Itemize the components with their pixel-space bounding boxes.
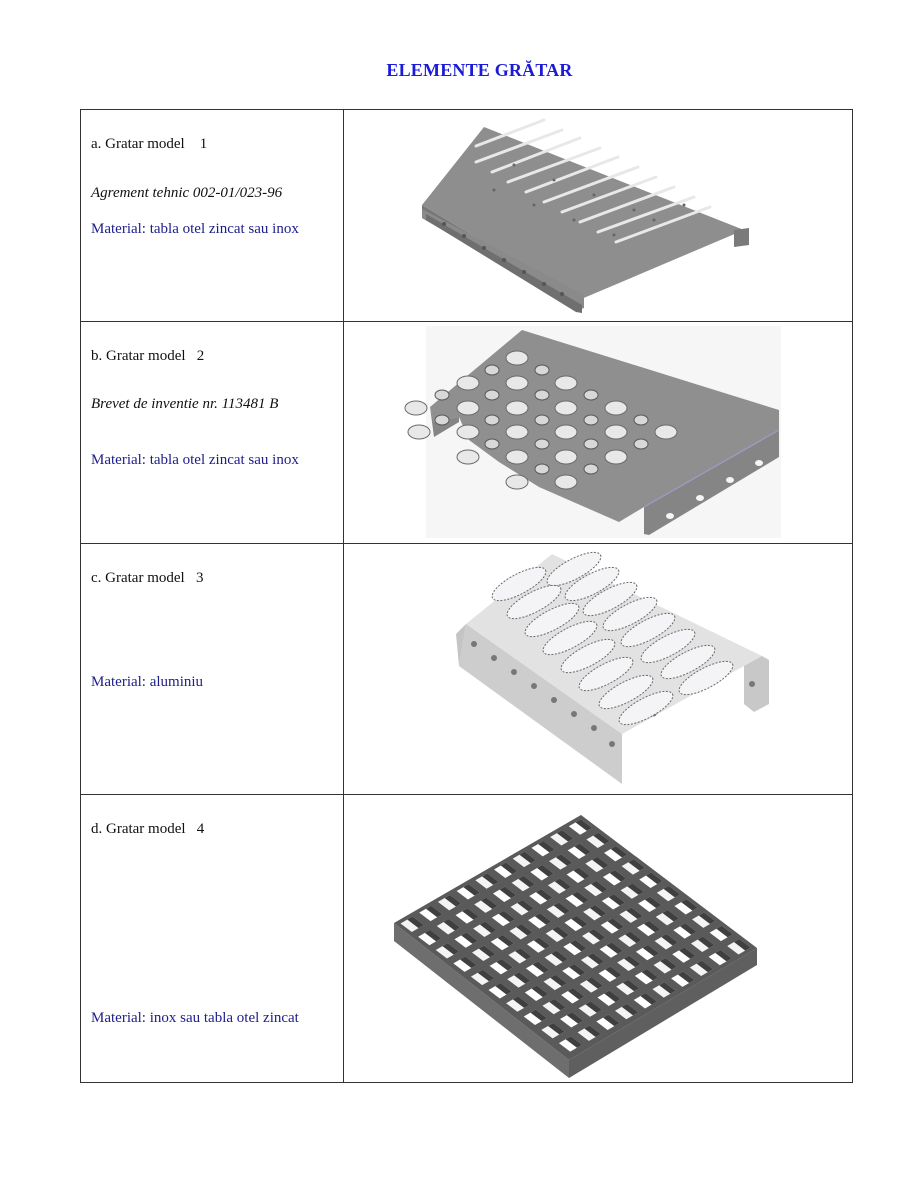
grating-elements-table xyxy=(80,109,853,1083)
table-row xyxy=(81,795,853,1083)
image-cell xyxy=(344,544,853,795)
material-text: Material: tabla otel zincat sau inox xyxy=(91,221,299,237)
material-text: Material: tabla otel zincat sau inox xyxy=(91,452,299,468)
grating-model-1-slotted-plank-icon xyxy=(344,110,864,320)
certification-text: Agrement tehnic 002-01/023-96 xyxy=(91,185,283,201)
description-cell xyxy=(81,795,344,1083)
model-label: c. Gratar model 3 xyxy=(91,570,204,586)
description-cell xyxy=(81,110,344,322)
material-text: Material: aluminiu xyxy=(91,674,204,690)
description-cell xyxy=(81,544,344,795)
grating-model-3-embossed-plank-icon xyxy=(344,544,864,792)
table-row xyxy=(81,110,853,322)
page-title: ELEMENTE GRĂTAR xyxy=(386,60,573,80)
image-cell xyxy=(344,795,853,1083)
image-cell xyxy=(344,322,853,544)
image-cell xyxy=(344,110,853,322)
grating-model-2-perforated-plank-icon xyxy=(344,322,864,542)
certification-text: Brevet de inventie nr. 113481 B xyxy=(91,396,279,412)
description-cell xyxy=(81,322,344,544)
model-label: a. Gratar model 1 xyxy=(91,136,208,152)
grating-model-4-square-mesh-icon xyxy=(344,795,864,1081)
material-text: Material: inox sau tabla otel zincat xyxy=(91,1010,299,1026)
table-row xyxy=(81,322,853,544)
model-label: d. Gratar model 4 xyxy=(91,821,205,837)
table-row xyxy=(81,544,853,795)
model-label: b. Gratar model 2 xyxy=(91,348,205,364)
